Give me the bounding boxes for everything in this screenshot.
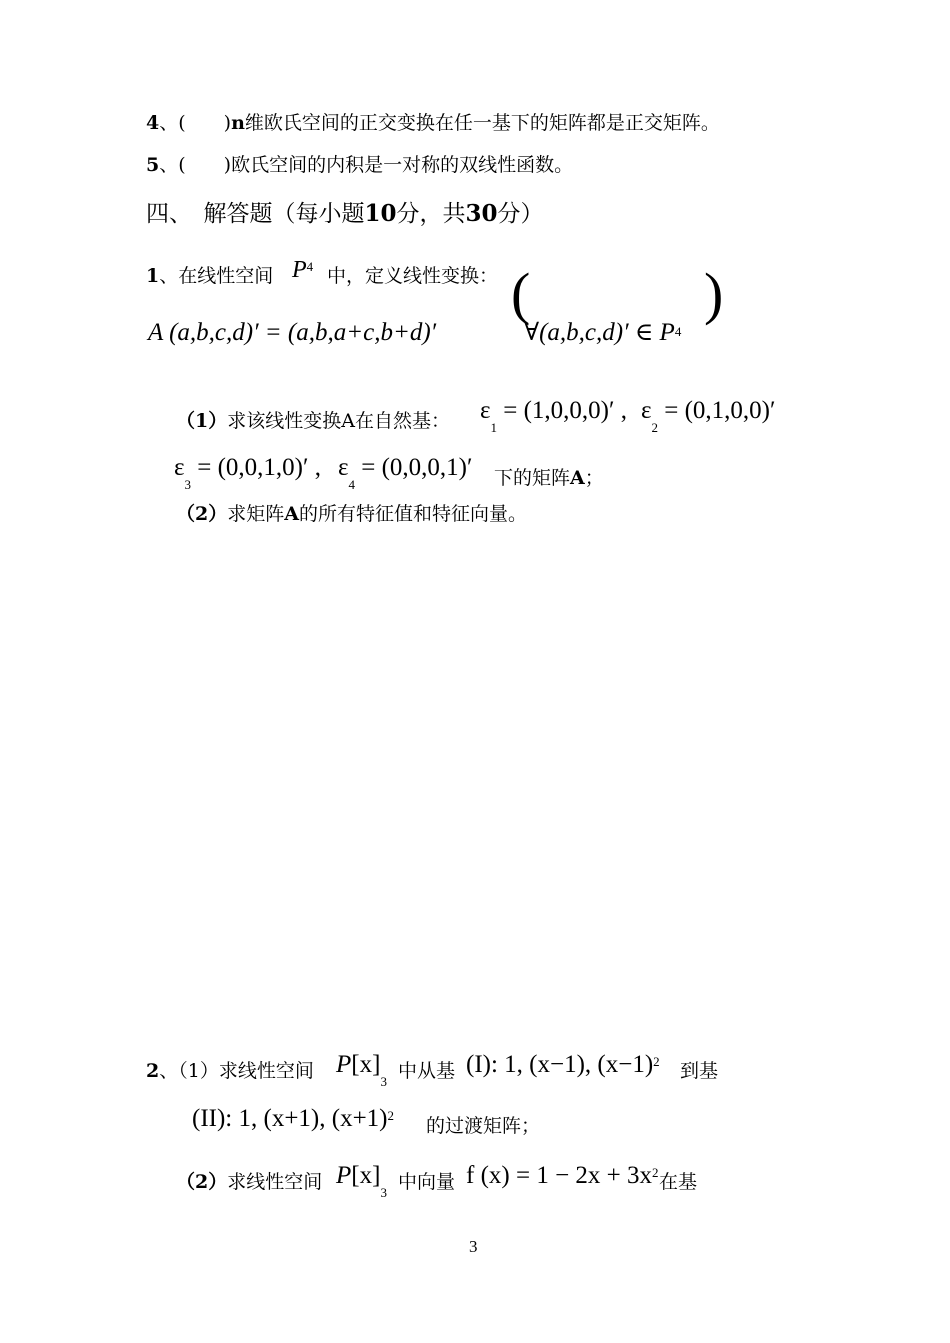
big-open-paren: ( — [511, 261, 531, 326]
space-subscript: 3 — [380, 1074, 387, 1089]
n-symbol: n — [231, 112, 245, 134]
epsilon-subscript: 3 — [184, 477, 191, 492]
epsilon-symbol: ε — [338, 454, 349, 481]
space-P4 — [292, 258, 313, 282]
basis-text: (II): 1, (x+1), (x+1) — [192, 1105, 388, 1132]
judgment-item-4 — [146, 114, 720, 133]
part-text: 求线性空间 — [218, 1060, 314, 1082]
space-letter: P — [336, 1051, 352, 1078]
polynomial-space — [336, 1163, 387, 1199]
title-text: 分） — [497, 201, 544, 227]
matrix-symbol: A — [570, 467, 585, 489]
epsilon-3 — [174, 455, 321, 491]
space-subscript: 4 — [306, 259, 314, 274]
q1-part2 — [176, 505, 527, 524]
epsilon-1 — [480, 398, 627, 434]
part-text: 求该线性变换A在自然基： — [227, 410, 450, 432]
vector-formula — [466, 1163, 659, 1188]
q1-intro — [146, 267, 273, 286]
item-number: 4 — [146, 112, 160, 134]
exponent: 2 — [652, 1165, 659, 1180]
question-number: 2 — [146, 1060, 160, 1082]
space-bracket: [x] — [351, 1162, 381, 1189]
part-text: 在基 — [659, 1171, 698, 1193]
item-close-paren: ) — [223, 154, 232, 176]
epsilon-subscript: 4 — [348, 477, 355, 492]
item-number: 5 — [146, 154, 160, 176]
epsilon-symbol: ε — [480, 397, 491, 424]
part-text: 的所有特征值和特征向量。 — [299, 503, 528, 525]
space-bracket: [x] — [351, 1051, 381, 1078]
epsilon-symbol: ε — [641, 397, 652, 424]
polynomial-space — [336, 1052, 387, 1088]
answer-blank — [186, 112, 224, 134]
epsilon-symbol: ε — [174, 454, 185, 481]
domain-formula — [524, 320, 681, 345]
title-points: 10 — [364, 200, 397, 227]
part-number: （1） — [176, 410, 228, 432]
part-text: 下的矩阵 — [494, 467, 571, 489]
item-text: 维欧氏空间的正交变换在任一基下的矩阵都是正交矩阵。 — [244, 112, 720, 134]
epsilon-2 — [641, 398, 775, 434]
matrix-symbol: A — [284, 503, 299, 525]
epsilon-subscript: 2 — [651, 420, 658, 435]
vector-text: f (x) = 1 − 2x + 3x — [466, 1162, 653, 1189]
title-text: 分，共 — [396, 201, 466, 227]
q1-part1-tail — [494, 469, 604, 488]
domain-text: ∀(a,b,c,d)′ ∈ P — [524, 319, 675, 346]
q1-part1 — [176, 412, 450, 431]
basis-II — [192, 1106, 394, 1131]
section-title — [146, 202, 544, 226]
part-number: （2） — [176, 1171, 228, 1193]
judgment-item-5 — [146, 156, 573, 175]
part-text: 中从基 — [398, 1060, 456, 1082]
item-close-paren: ) — [223, 112, 232, 134]
intro-text: 、在线性空间 — [159, 265, 274, 287]
exponent: 2 — [387, 1108, 394, 1123]
part-text: 的过渡矩阵； — [426, 1115, 541, 1137]
part-number: 、（1） — [159, 1060, 219, 1082]
page-number: 3 — [469, 1237, 478, 1256]
title-text: 四、 解答题（每小题 — [146, 201, 365, 227]
exponent: 2 — [653, 1054, 660, 1069]
part-text: 中向量 — [398, 1171, 456, 1193]
epsilon-value: = (0,0,1,0)′ , — [197, 454, 321, 481]
title-total: 30 — [465, 200, 498, 227]
epsilon-4 — [338, 455, 472, 491]
domain-subscript: 4 — [674, 324, 682, 339]
basis-text: (I): 1, (x−1), (x−1) — [466, 1051, 654, 1078]
answer-blank — [186, 154, 224, 176]
epsilon-value: = (1,0,0,0)′ , — [503, 397, 627, 424]
item-open-paren: 、( — [159, 154, 186, 176]
part-text: 求线性空间 — [227, 1171, 323, 1193]
q2-part2 — [176, 1173, 322, 1192]
space-letter: P — [336, 1162, 352, 1189]
question-number: 1 — [146, 265, 160, 287]
space-letter: P — [292, 257, 307, 283]
item-text: 欧氏空间的内积是一对称的双线性函数。 — [231, 154, 574, 176]
epsilon-subscript: 1 — [490, 420, 497, 435]
part-number: （2） — [176, 503, 228, 525]
space-subscript: 3 — [380, 1185, 387, 1200]
transformation-formula: A (a,b,c,d)′ = (a,b,a+c,b+d)′ — [148, 319, 437, 346]
big-close-paren: ) — [704, 261, 724, 326]
epsilon-value: = (0,0,0,1)′ — [361, 454, 473, 481]
part-text: ； — [584, 467, 604, 489]
intro-text: 中，定义线性变换： — [327, 265, 499, 287]
part-text: 到基 — [680, 1060, 719, 1082]
basis-I — [466, 1052, 660, 1077]
part-text: 求矩阵 — [227, 503, 285, 525]
q2-part1 — [146, 1062, 314, 1081]
item-open-paren: 、( — [159, 112, 186, 134]
epsilon-value: = (0,1,0,0)′ — [664, 397, 776, 424]
